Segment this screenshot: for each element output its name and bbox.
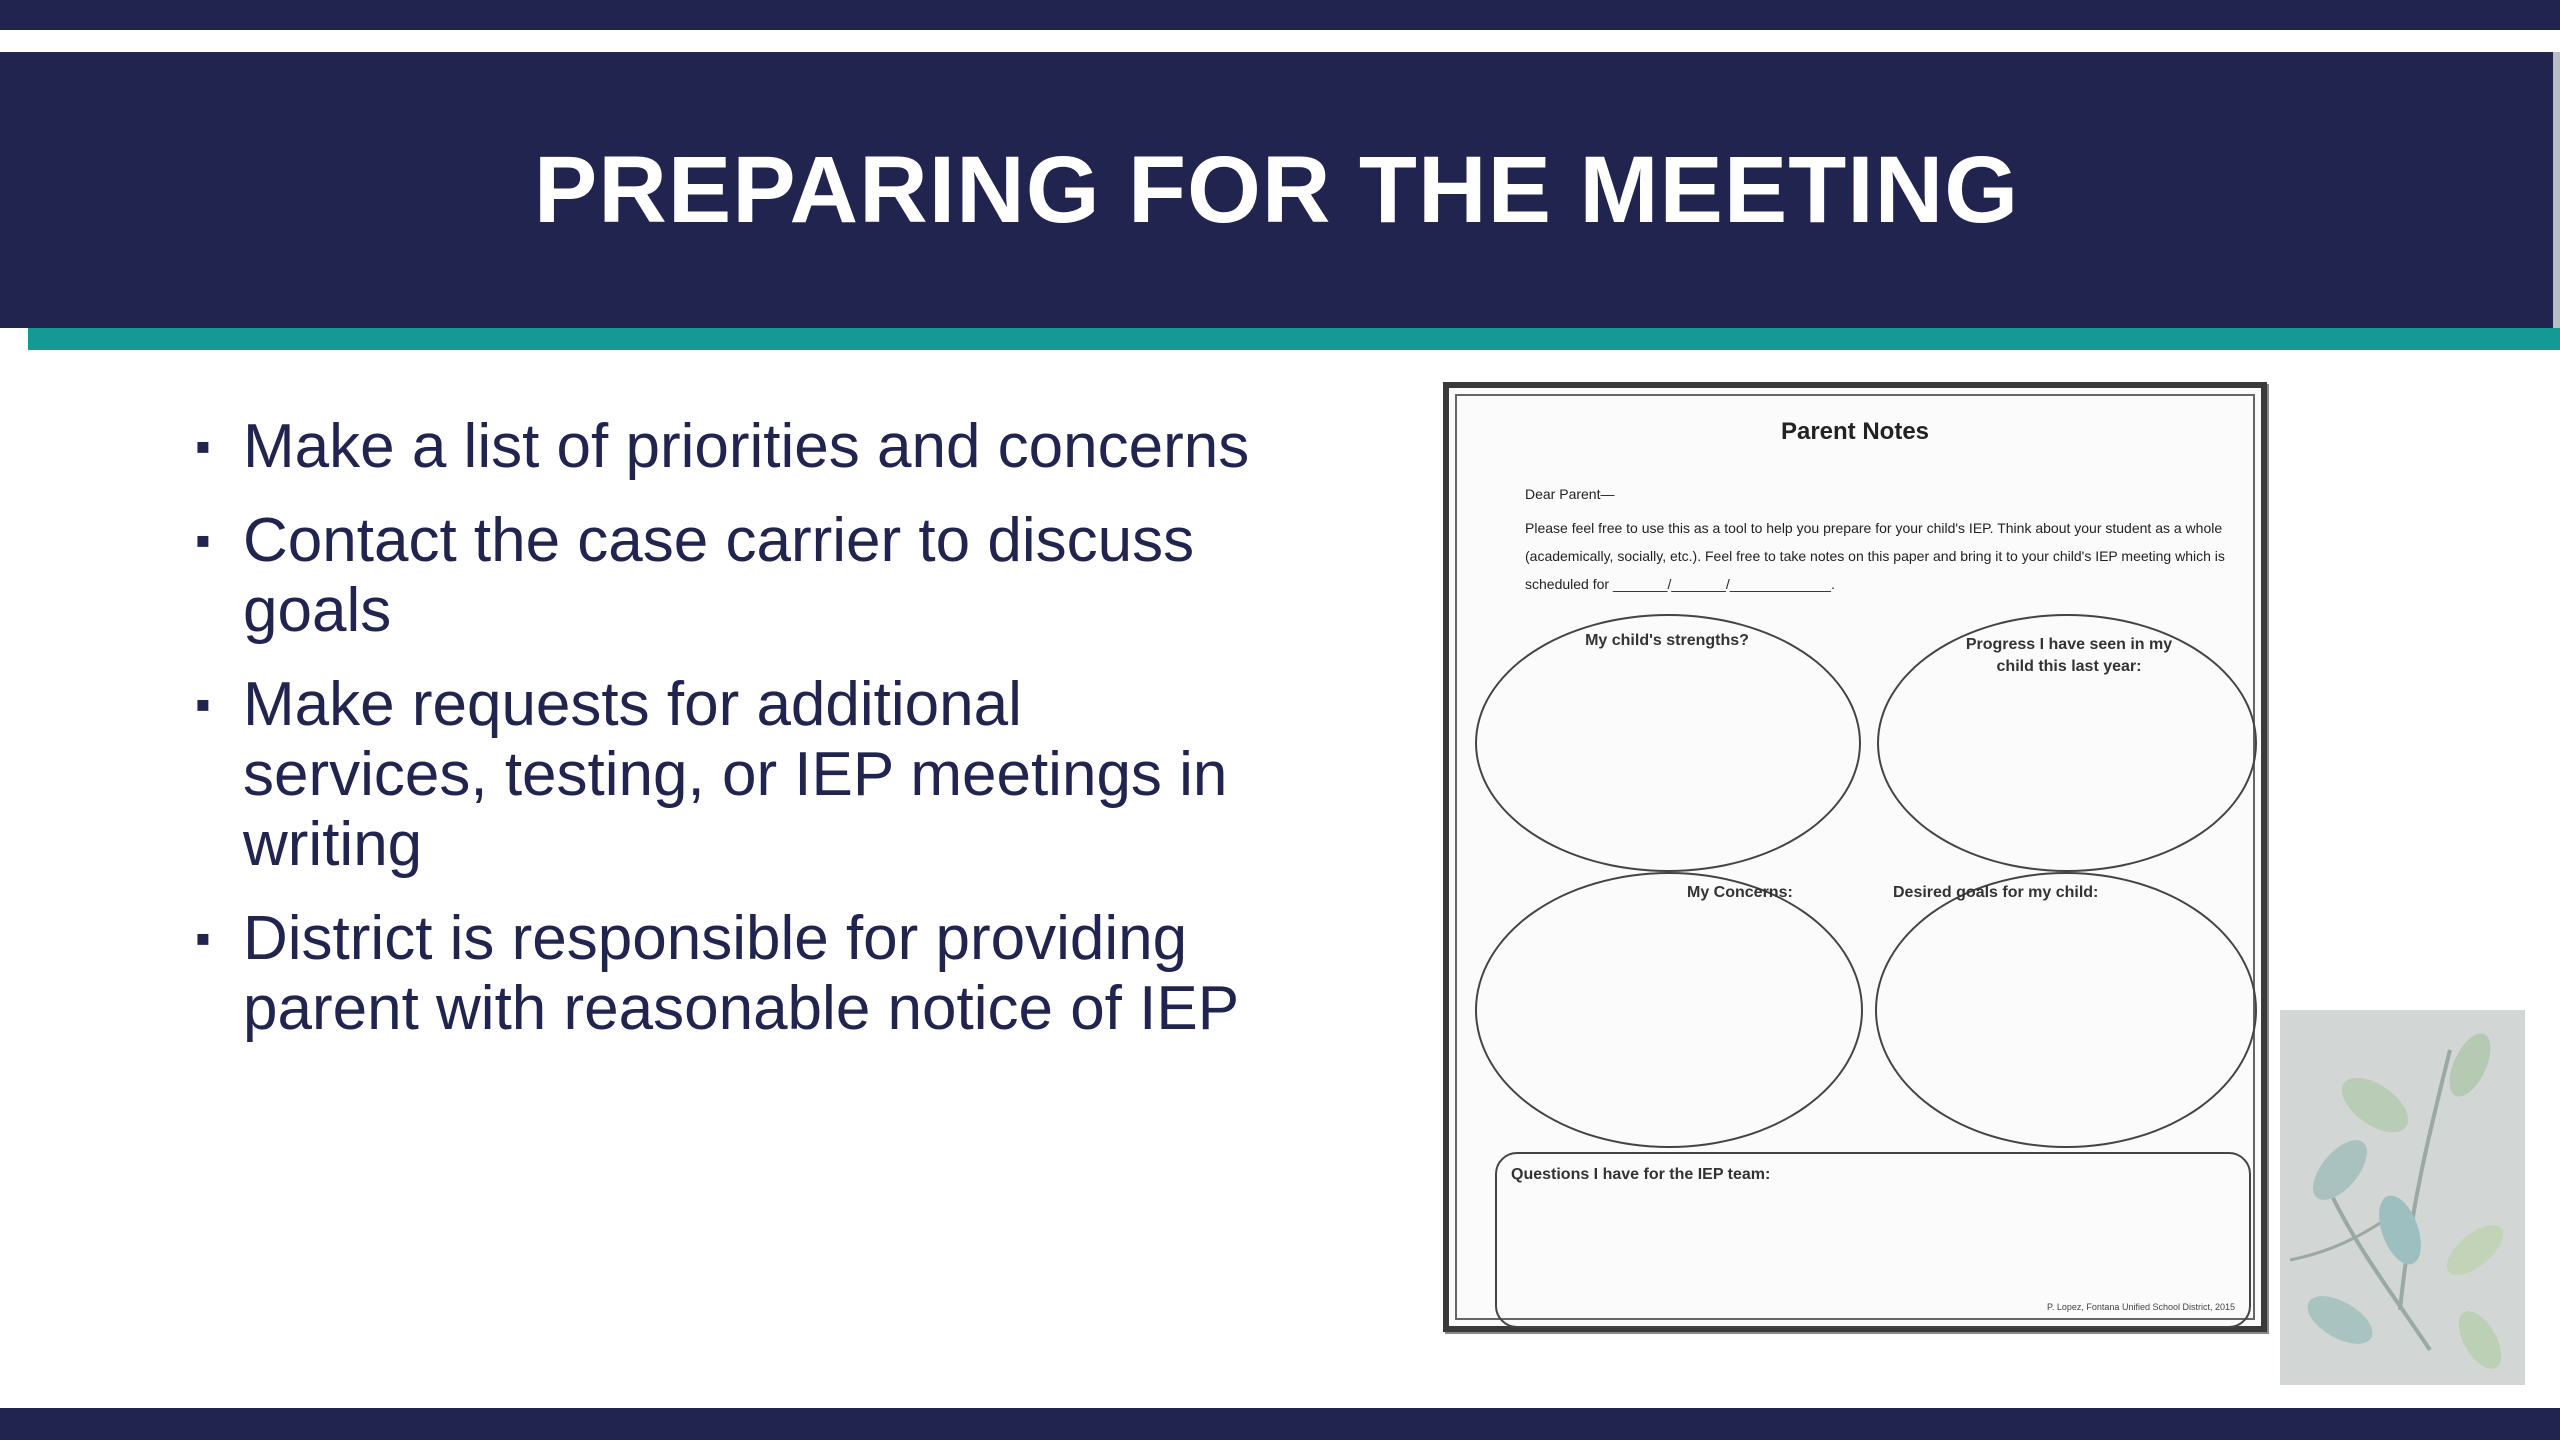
- oval-label: Desired goals for my child:: [1893, 884, 2099, 901]
- bullet-text: Make a list of priorities and concerns: [243, 412, 1250, 481]
- title-banner-shadow: [2553, 52, 2560, 328]
- questions-label: Questions I have for the IEP team:: [1511, 1166, 1771, 1183]
- bullet-list: [195, 412, 1255, 1068]
- title-banner: [0, 52, 2553, 328]
- bottom-navy-bar: [0, 1408, 2560, 1440]
- bullet-text: District is responsible for providing parent with reasonable notice of IEP: [243, 904, 1240, 1043]
- bullet-item: [195, 412, 1255, 482]
- slide-title: PREPARING FOR THE MEETING: [533, 136, 2020, 243]
- accent-bar: [28, 328, 2560, 350]
- oval-label: Progress I have seen in my child this last year:: [1965, 636, 2173, 675]
- form-inner-border: [1455, 394, 2255, 1320]
- bullet-marker: ▪: [195, 914, 211, 963]
- oval-label: My child's strengths?: [1585, 632, 1749, 649]
- form-title: Parent Notes: [1780, 418, 1930, 445]
- bullet-marker: ▪: [195, 516, 211, 565]
- leaf-branch-graphic: [2280, 1010, 2525, 1385]
- bullet-item: [195, 506, 1255, 646]
- parent-notes-form-image: [1443, 382, 2267, 1332]
- bullet-text: Contact the case carrier to discuss goals: [243, 506, 1195, 645]
- oval-progress: [1877, 614, 2257, 872]
- bullet-marker: ▪: [195, 680, 211, 729]
- oval-strengths: [1475, 614, 1861, 872]
- form-footer: P. Lopez, Fontana Unified School District, 2015: [2047, 1302, 2235, 1312]
- oval-goals: [1875, 872, 2257, 1148]
- bullet-item: [195, 670, 1255, 880]
- bullet-marker: ▪: [195, 422, 211, 471]
- form-intro-text: Please feel free to use this as a tool to help you prepare for your child's IEP. Think about your student as a whole (academically, socially, etc.). Feel free to take notes on this paper and bring it to your child's IEP meeting which is scheduled for _______/_______/_____________.: [1525, 520, 2225, 592]
- bullet-item: [195, 904, 1255, 1044]
- form-greeting: Dear Parent—: [1525, 486, 1615, 502]
- leaf-branch-icon: [2280, 1010, 2525, 1385]
- oval-label: My Concerns:: [1687, 884, 1793, 901]
- top-navy-strip: [0, 0, 2560, 30]
- bullet-text: Make requests for additional services, testing, or IEP meetings in writing: [243, 670, 1228, 879]
- oval-concerns: [1475, 872, 1863, 1148]
